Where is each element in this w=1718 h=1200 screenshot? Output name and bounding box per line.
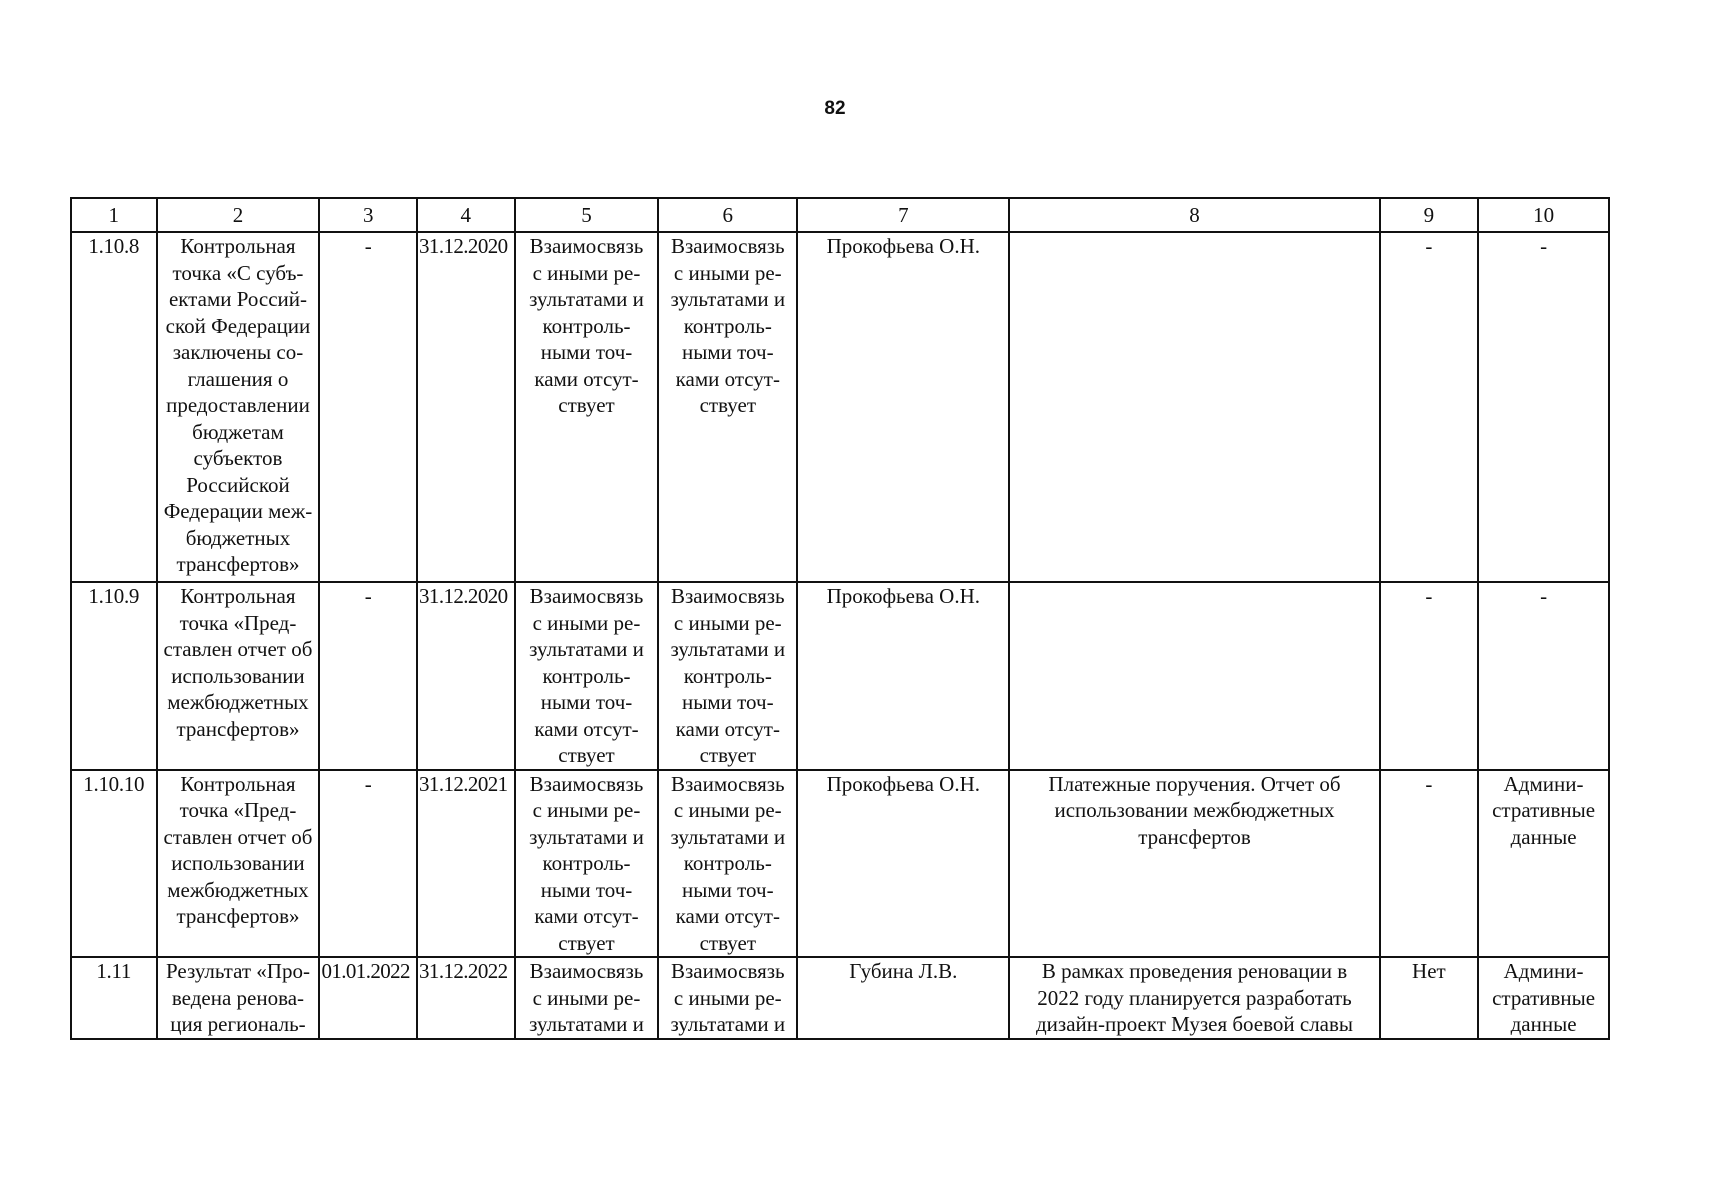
name-cell [157,582,320,770]
cell-line: глашения о [187,366,289,391]
relation-cell [658,582,797,770]
cell-line: Взаимосвязь [529,584,644,608]
cell-line: ствует [558,930,615,955]
cell-line: использовании [171,851,305,875]
cell-line: ствует [558,393,615,417]
cell-line: ведена ренова- [171,985,305,1010]
row-number-cell: 1.10.8 [71,232,157,582]
cell-line: трансфертов» [176,716,300,741]
start-date-cell: - [319,582,417,770]
end-date-cell: 31.12.2021 [417,770,515,958]
cell-line: субъектов [193,446,283,470]
row-number-cell: 1.11 [71,957,157,1039]
cell-line: данные [1510,1012,1577,1036]
cell-line: бюджетам [192,419,284,444]
header-cell: 6 [658,198,797,232]
table-row [71,770,1609,958]
cell-line: ками отсут- [675,904,780,928]
cell-line: с иными ре- [532,610,641,635]
cell-line: Контрольная [180,584,296,608]
cell-line: зультатами и [670,637,786,661]
cell-line: Контрольная [180,771,296,796]
cell-line: стративные [1492,798,1596,822]
cell-line: контроль- [683,313,772,338]
header-cell: 4 [417,198,515,232]
cell-line: Платежные поручения. Отчет об [1048,771,1341,796]
cell-line: с иными ре- [673,610,782,635]
name-cell [157,232,320,582]
cell-line: Взаимосвязь [670,959,785,983]
cell-line: зультатами и [529,287,644,311]
responsible-cell: Прокофьева О.Н. [797,770,1009,958]
cell-line: использовании [171,663,305,688]
cell-line: Взаимосвязь [529,771,644,796]
cell-line: точка «Пред- [179,610,297,635]
description-cell [1009,582,1379,770]
cell-line: зультатами и [529,824,644,849]
cell-line: ками отсут- [534,904,639,928]
source-cell [1478,957,1609,1039]
cell-line: ствует [699,393,757,417]
relation-cell [658,232,797,582]
cell-line: зультатами и [529,1012,644,1036]
cell-line: ствует [699,930,757,955]
header-cell: 9 [1380,198,1479,232]
cell-line: ками отсут- [534,716,639,741]
flag-cell: - [1380,582,1479,770]
cell-line: с иными ре- [532,798,641,822]
cell-line: дизайн-проект Музея боевой славы [1036,1012,1354,1036]
cell-line: ставлен отчет об [163,637,313,661]
cell-line: трансфертов» [176,552,300,576]
cell-line: с иными ре- [532,260,641,285]
cell-line: контроль- [542,851,631,875]
cell-line: контроль- [542,663,631,688]
header-cell: 3 [319,198,417,232]
flag-cell: Нет [1380,957,1479,1039]
cell-line: ектами Россий- [168,287,308,311]
cell-line: с иными ре- [673,798,782,822]
row-number-cell: 1.10.10 [71,770,157,958]
cell-line: Взаимосвязь [529,959,644,983]
table-row [71,957,1609,1039]
relation-cell [515,232,659,582]
cell-line: Российской [186,472,290,497]
cell-line: зультатами и [670,1012,786,1036]
cell-line: Контрольная [180,234,296,258]
cell-line: трансфертов» [176,904,300,928]
cell-line: трансфертов [1138,824,1251,849]
description-cell [1009,770,1379,958]
cell-line: Взаимосвязь [670,771,785,796]
header-cell: 7 [797,198,1009,232]
header-cell: 5 [515,198,659,232]
relation-cell [515,582,659,770]
cell-line: контроль- [683,851,772,875]
cell-line: точка «С субъ- [172,260,304,285]
header-cell: 2 [157,198,320,232]
cell-line: ской Федерации [165,313,311,338]
source-cell [1478,770,1609,958]
cell-line: - [1540,584,1548,608]
responsible-cell: Прокофьева О.Н. [797,232,1009,582]
cell-line: контроль- [542,313,631,338]
table-row [71,232,1609,582]
cell-line: ция региональ- [170,1012,306,1036]
cell-line: стративные [1492,985,1596,1010]
cell-line: Взаимосвязь [670,584,785,608]
cell-line: с иными ре- [673,985,782,1010]
end-date-cell: 31.12.2020 [417,232,515,582]
schedule-table [70,197,1610,1040]
cell-line: ными точ- [540,877,633,902]
table-body [71,232,1609,1039]
cell-line: использовании межбюджетных [1054,798,1335,822]
cell-line: данные [1510,824,1577,849]
cell-line: Взаимосвязь [670,234,785,258]
cell-line: ствует [558,743,615,767]
cell-line: контроль- [683,663,772,688]
cell-line: заключены со- [172,340,304,364]
cell-line: межбюджетных [167,690,309,714]
cell-line: ками отсут- [675,366,780,391]
cell-line: Результат «Про- [165,959,310,983]
cell-line: 2022 году планируется разработать [1037,985,1352,1010]
cell-line: ными точ- [682,340,774,364]
cell-line: зультатами и [670,287,786,311]
cell-line: Федерации меж- [163,499,313,523]
relation-cell [515,770,659,958]
cell-line: ными точ- [682,877,774,902]
cell-line: Админи- [1503,771,1584,796]
cell-line: с иными ре- [532,985,641,1010]
name-cell [157,957,320,1039]
description-cell [1009,232,1379,582]
cell-line: точка «Пред- [179,798,297,822]
cell-line: В рамках проведения реновации в [1041,959,1348,983]
description-cell [1009,957,1379,1039]
end-date-cell: 31.12.2020 [417,582,515,770]
cell-line: ками отсут- [675,716,780,741]
cell-line: предоставлении [166,393,310,417]
row-number-cell: 1.10.9 [71,582,157,770]
cell-line: Взаимосвязь [529,234,644,258]
cell-line: бюджетных [185,525,291,550]
relation-cell [515,957,659,1039]
cell-line: ставлен отчет об [163,824,313,849]
header-cell: 10 [1478,198,1609,232]
cell-line: ными точ- [540,340,633,364]
page-number: 82 [824,98,846,119]
start-date-cell: - [319,770,417,958]
cell-line: - [1540,234,1548,258]
cell-line: зультатами и [670,824,786,849]
table-row [71,582,1609,770]
cell-line: Админи- [1503,959,1584,983]
cell-line: ствует [699,743,757,767]
cell-line: ками отсут- [534,366,639,391]
flag-cell: - [1380,770,1479,958]
start-date-cell: - [319,232,417,582]
cell-line: ными точ- [540,690,633,714]
relation-cell [658,957,797,1039]
header-row [71,198,1609,232]
source-cell [1478,232,1609,582]
relation-cell [658,770,797,958]
cell-line: с иными ре- [673,260,782,285]
flag-cell: - [1380,232,1479,582]
cell-line: межбюджетных [167,877,309,902]
end-date-cell: 31.12.2022 [417,957,515,1039]
source-cell [1478,582,1609,770]
header-cell: 8 [1009,198,1379,232]
start-date-cell: 01.01.2022 [319,957,417,1039]
name-cell [157,770,320,958]
responsible-cell: Прокофьева О.Н. [797,582,1009,770]
responsible-cell: Губина Л.В. [797,957,1009,1039]
cell-line: ными точ- [682,690,774,714]
header-cell: 1 [71,198,157,232]
cell-line: зультатами и [529,637,644,661]
